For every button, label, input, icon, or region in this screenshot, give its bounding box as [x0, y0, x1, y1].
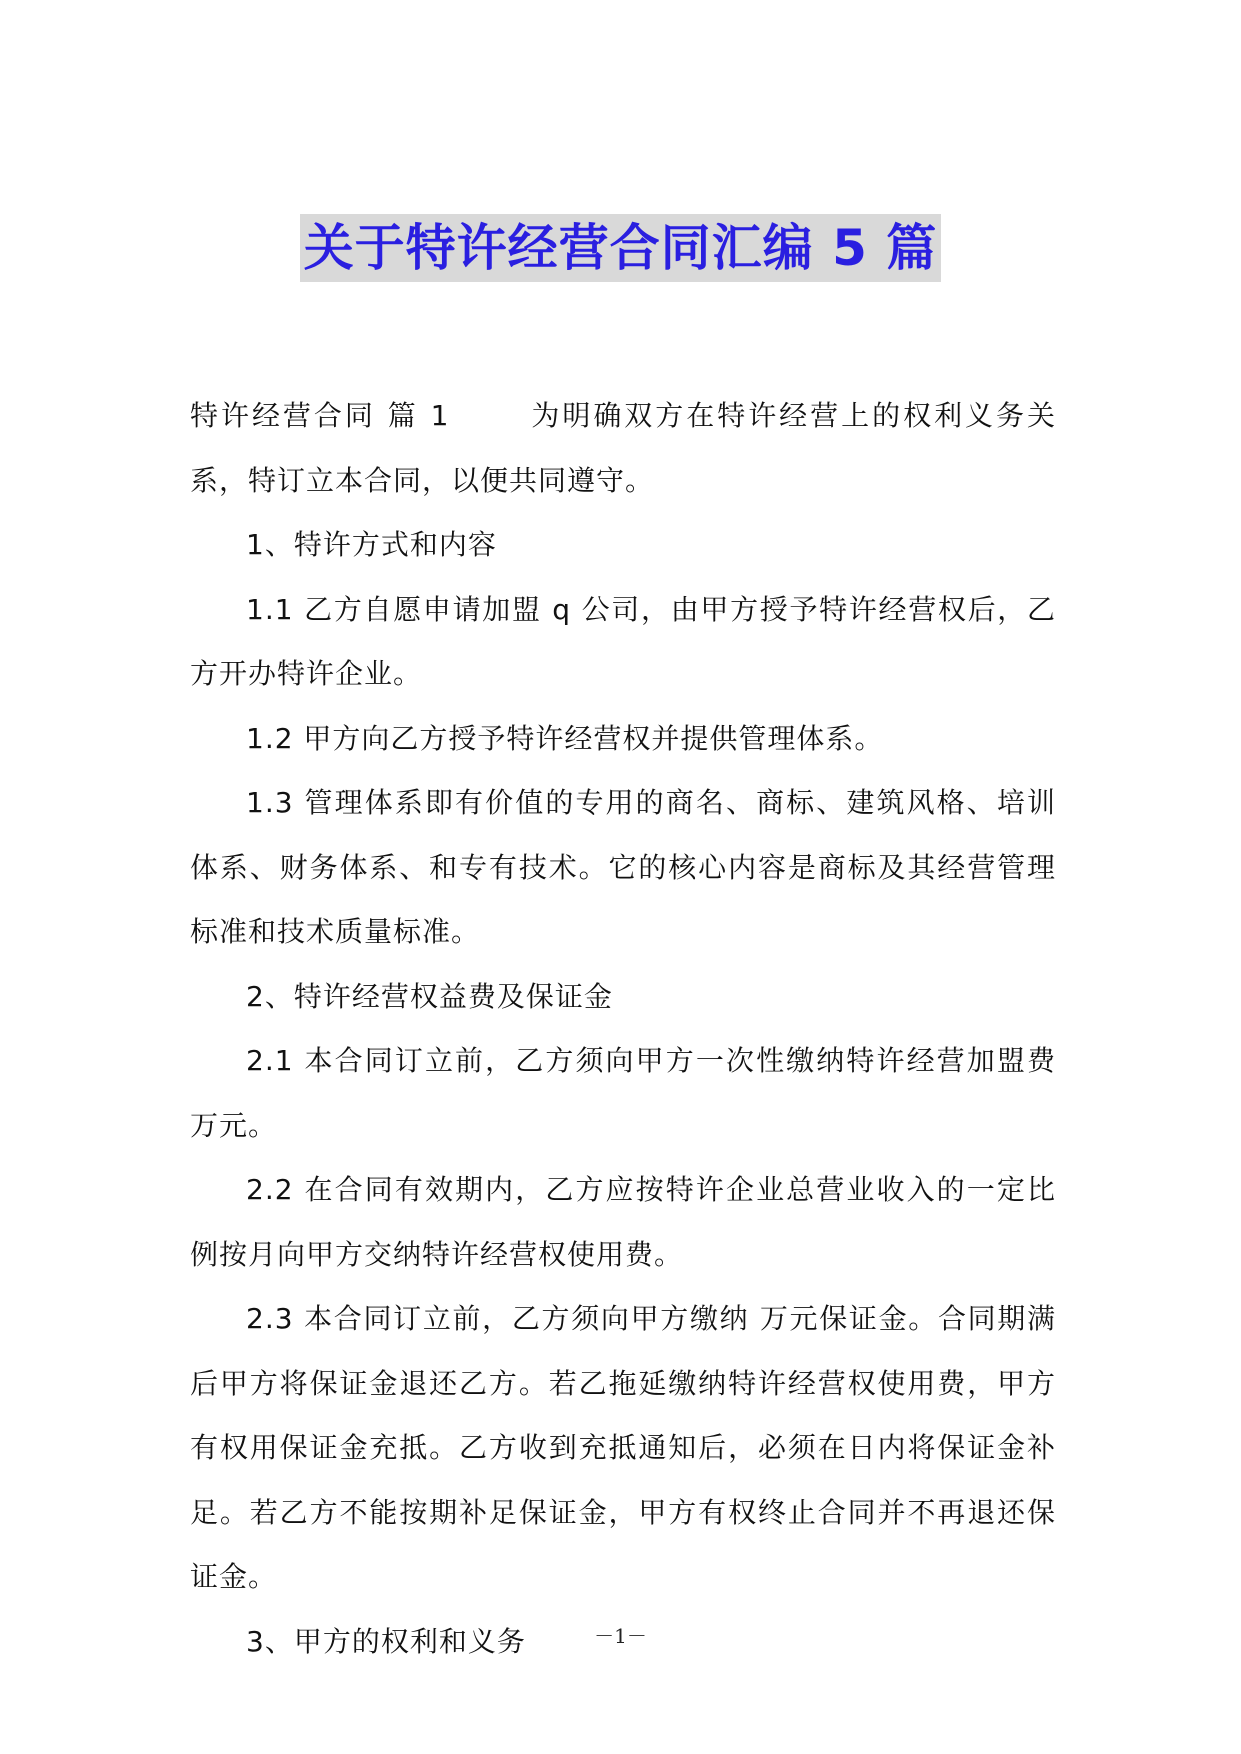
clause-1-1: 1.1 乙方自愿申请加盟 q 公司，由甲方授予特许经营权后，乙方开办特许企业。 — [190, 592, 1056, 690]
clause-2-2: 2.2 在合同有效期内，乙方应按特许企业总营业收入的一定比例按月向甲方交纳特许经营权使用费。 — [190, 1173, 1056, 1271]
page-number: －1－ — [594, 1624, 647, 1648]
section-1-heading: 1、特许方式和内容 — [246, 528, 497, 561]
intro-text: 为明确双方在特许经营上的权利义务关系，特订立本合同，以便共同遵守。 — [190, 399, 1056, 497]
clause-1-3: 1.3 管理体系即有价值的专用的商名、商标、建筑风格、培训体系、财务体系、和专有技术。它的核心内容是商标及其经营管理标准和技术质量标准。 — [190, 786, 1056, 948]
clause-1-2: 1.2 甲方向乙方授予特许经营权并提供管理体系。 — [246, 721, 884, 755]
contract-heading: 特许经营合同 篇 1 — [190, 399, 450, 432]
title-container — [0, 214, 1241, 282]
document-title: 关于特许经营合同汇编 5 篇 — [300, 214, 942, 282]
clause-2-3: 2.3 本合同订立前，乙方须向甲方缴纳 万元保证金。合同期满后甲方将保证金退还乙方。若乙拖延缴纳特许经营权使用费，甲方有权用保证金充抵。乙方收到充抵通知后，必须在日内将保证金补足。若乙方不能按期补足保证金，甲方有权终止合同并不再退还保证金。 — [190, 1302, 1056, 1593]
intro-paragraph — [190, 384, 1056, 513]
document-body — [190, 384, 1056, 1674]
section-3-heading: 3、甲方的权利和义务 — [246, 1624, 526, 1658]
clause-2-1: 2.1 本合同订立前，乙方须向甲方一次性缴纳特许经营加盟费万元。 — [190, 1044, 1056, 1142]
section-2-heading: 2、特许经营权益费及保证金 — [246, 979, 613, 1013]
